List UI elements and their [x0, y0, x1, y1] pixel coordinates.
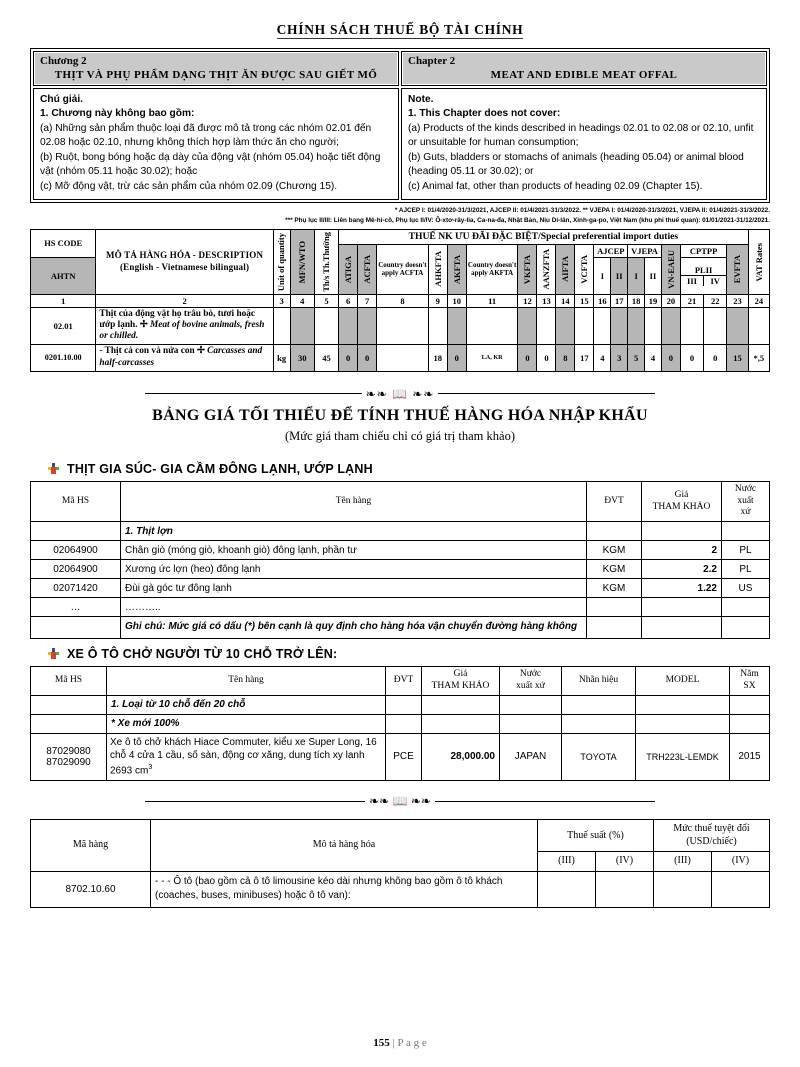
tariff-col-abs-l2: (USD/chiếc): [686, 835, 737, 847]
footnote-1: * AJCEP I: 01/4/2020-31/3/2021, AJCEP II: 01/4/2021-31/3/2022. ** VJEPA I: 01/4/2020-31/3/2021, VJEPA II: 01/4/2021-31/3/2022.: [394, 207, 770, 215]
meat-col-origin-l1: Nước: [734, 483, 757, 494]
hs-sub-plii-iv: IV: [710, 276, 720, 287]
pinwheel-bullet-icon: [48, 648, 59, 659]
meat-r1-price: 2: [642, 541, 722, 560]
car-group-unit: [386, 695, 422, 714]
meat-r3-code: 02071420: [31, 579, 121, 598]
meat-ellipsis-origin: [722, 598, 770, 617]
meat-r3-unit: KGM: [587, 579, 642, 598]
tariff-row-v1: [538, 871, 596, 907]
chapter-number-vi: Chương 2: [40, 55, 87, 67]
hs-row1-v5: [377, 307, 429, 344]
hs-col-vat: VAT Rates: [748, 229, 769, 294]
note-item-en-c: (c) Animal fat, other than products of heading 02.09 (Chapter 15).: [408, 180, 703, 192]
car-group-label: 1. Loại từ 10 chỗ đến 20 chỗ: [107, 695, 386, 714]
footer-page-number: 155: [373, 1037, 390, 1049]
hs-num-23: 23: [727, 294, 748, 307]
meat-ellipsis-code: …: [31, 598, 121, 617]
tariff-row-v4: [712, 871, 770, 907]
meat-price-table: [30, 481, 770, 639]
hs-num-2: 2: [96, 294, 273, 307]
tariff-row-code: 8702.10.60: [31, 871, 151, 907]
chapter-note-vi-cell: [33, 88, 399, 200]
car-col-brand: Nhãn hiệu: [562, 666, 636, 695]
car-row-name-superscript: 3: [148, 764, 153, 772]
car-row-code-l1: 87029080: [46, 745, 91, 757]
table-row: [31, 579, 770, 598]
table-row: [31, 714, 770, 733]
hs-desc-line1: MÔ TẢ HÀNG HÓA - DESCRIPTION: [105, 250, 264, 261]
hs-row2-ajcep-ii: 3: [611, 344, 628, 371]
meat-table-header-row: [31, 481, 770, 522]
chapter-head-vi: [35, 53, 397, 84]
hs-row2-vcfta: 17: [575, 344, 594, 371]
hs-num-10: 10: [447, 294, 466, 307]
hs-col-evfta: EVFTA: [727, 244, 748, 294]
tariff-sub-rate-iii: (III): [538, 852, 596, 872]
car-col-code: Mã HS: [31, 666, 107, 695]
hs-num-16: 16: [594, 294, 611, 307]
tariff-col-rate: Thuế suất (%): [538, 820, 654, 852]
meat-group-price: [642, 522, 722, 541]
hs-row1-desc-en: Meat of bovine animals, fresh or chilled.: [99, 320, 265, 342]
hs-number-row: [31, 294, 770, 307]
table-row: [31, 307, 770, 344]
hs-num-4: 4: [290, 294, 314, 307]
note-item-vi-b: (b) Ruột, bong bóng hoặc dạ dày của động vật (nhóm 05.04) hoặc tiết động vật (nhóm 05.11 hoặc 30.02); hoặc: [40, 151, 381, 178]
hs-col-mfn: MFN/WTO: [290, 229, 314, 294]
hs-row2-ahkfta: 18: [428, 344, 447, 371]
chapter-note-vi: [35, 90, 397, 198]
hs-col-vcfta: VCFTA: [575, 244, 594, 294]
chapter-title-vi: THỊT VÀ PHỤ PHẨM DẠNG THỊT ĂN ĐƯỢC SAU GIẾT MỔ: [54, 69, 378, 81]
hs-col-vneaeu: VN-EAEU: [661, 244, 680, 294]
table-row: [31, 733, 770, 781]
table-row: [31, 871, 770, 907]
hs-sub-ajcep-i: I: [594, 257, 611, 294]
footnote-2: *** Phụ lục II/III: Liên bang Mê-hi-cô, Phụ lục II/IV: Ô-xtơ-rây-lia, Ca-na-đa, Nhật Bản, Niu Di-lân, Xinh-ga-po, Việt Nam (khu phi thuế quan): 01/01/2021-31/12/2021.: [285, 216, 770, 224]
meat-note-origin: [722, 617, 770, 639]
meat-r1-code: 02064900: [31, 541, 121, 560]
car-row-model: TRH223L-LEMDK: [636, 733, 730, 781]
hs-col-aifta: AIFTA: [556, 244, 575, 294]
meat-r3-price: 1.22: [642, 579, 722, 598]
section-heading-meat: [48, 462, 770, 476]
chapter-note-en-cell: [401, 88, 767, 200]
hs-col-hscode: HS CODE: [31, 229, 96, 257]
hs-row2-desc-vi: - Thịt cả con và nửa con: [99, 346, 195, 357]
note-label-vi: Chú giải.: [40, 94, 84, 105]
cross-ornament-icon: ✢: [197, 346, 205, 357]
hs-col-atiga: ATIGA: [339, 244, 358, 294]
footer-separator: |: [392, 1037, 395, 1049]
cross-ornament-icon: ✢: [139, 320, 148, 331]
table-row: [31, 560, 770, 579]
tariff-sub-abs-iii: (III): [654, 852, 712, 872]
hs-row1-desc: [96, 307, 273, 344]
hs-sub-vjepa-ii: II: [645, 257, 662, 294]
meat-note-unit: [587, 617, 642, 639]
hs-row1-v8: [466, 307, 518, 344]
footer-page-word: P a g e: [397, 1037, 427, 1049]
chapter-title-en: MEAT AND EDIBLE MEAT OFFAL: [490, 69, 678, 81]
note-item-vi-a: (a) Những sản phẩm thuộc loại đã được mô tả trong các nhóm 02.01 đến 02.08 hoặc 02.10, nhưng không thích hợp làm thức ăn cho người;: [40, 122, 372, 149]
hs-row1-v6: [428, 307, 447, 344]
hs-num-7: 7: [358, 294, 377, 307]
meat-col-unit: ĐVT: [587, 481, 642, 522]
meat-col-origin-l3: xứ: [740, 507, 751, 518]
hs-row1-v14: [611, 307, 628, 344]
car-row-code: [31, 733, 107, 781]
hs-row1-code: 02.01: [31, 307, 96, 344]
hs-col-vkfta: VKFTA: [518, 244, 537, 294]
hs-row2-vkfta: 0: [518, 344, 537, 371]
chapter-head-en: [403, 53, 765, 84]
hs-col-plii: [680, 257, 726, 294]
meat-ellipsis-unit: [587, 598, 642, 617]
section-car-label: XE Ô TÔ CHỞ NGƯỜI TỪ 10 CHỖ TRỞ LÊN:: [67, 646, 338, 661]
footnotes: [30, 203, 770, 225]
hs-num-20: 20: [661, 294, 680, 307]
car-group-year: [730, 695, 770, 714]
ornament-divider-2: [145, 795, 655, 807]
hs-row1-v0: [273, 307, 290, 344]
tariff-col-abs: [654, 820, 770, 852]
hs-num-8: 8: [377, 294, 429, 307]
car-subgroup-model: [636, 714, 730, 733]
hs-row1-v16: [645, 307, 662, 344]
car-col-price-l2: THAM KHẢO: [431, 680, 490, 691]
car-group-model: [636, 695, 730, 714]
tariff-header-row-1: [31, 820, 770, 852]
car-col-year-l1: Năm: [740, 668, 759, 679]
hs-col-ahtn: AHTN: [31, 257, 96, 294]
hs-row1-v1: [290, 307, 314, 344]
chapter-head-vi-cell: [33, 51, 399, 86]
tariff-row-desc: - - - Ô tô (bao gồm cả ô tô limousine kéo dài nhưng không bao gồm ô tô khách (coaches, buses, minibuses) hoặc ô tô van):: [151, 871, 538, 907]
hs-row2-vjepa-ii: 4: [645, 344, 662, 371]
car-col-origin: [500, 666, 562, 695]
hs-col-no-acfta: Country doesn't apply ACFTA: [377, 244, 429, 294]
hs-col-cptpp: CPTPP: [680, 244, 726, 257]
car-col-year: [730, 666, 770, 695]
car-col-price-l1: Giá: [453, 668, 468, 679]
car-table-header-row: [31, 666, 770, 695]
meat-group-origin: [722, 522, 770, 541]
meat-r2-unit: KGM: [587, 560, 642, 579]
meat-r2-code: 02064900: [31, 560, 121, 579]
meat-group-code: [31, 522, 121, 541]
pinwheel-bullet-icon: [48, 463, 59, 474]
hs-num-18: 18: [628, 294, 645, 307]
hs-row2-evfta: 15: [727, 344, 748, 371]
hs-col-ajcep: AJCEP: [594, 244, 628, 257]
chapter-note-en: [403, 90, 765, 198]
hs-special-banner: THUẾ NK ƯU ĐÃI ĐẶC BIỆT/Special preferential import duties: [339, 229, 749, 244]
hs-num-13: 13: [537, 294, 556, 307]
hs-col-ths: Th/s Th.Thường: [314, 229, 338, 294]
note-item-en-b: (b) Guts, bladders or stomachs of animals (heading 05.04) or animal blood (heading 05.11 or 30.02); or: [408, 151, 744, 178]
meat-r1-unit: KGM: [587, 541, 642, 560]
hs-row2-atiga: 0: [339, 344, 358, 371]
car-group-price: [422, 695, 500, 714]
meat-col-name: Tên hàng: [121, 481, 587, 522]
hs-col-acfta: ACFTA: [358, 244, 377, 294]
meat-r3-name: Đùi gà góc tư đông lạnh: [121, 579, 587, 598]
hs-num-6: 6: [339, 294, 358, 307]
hs-row1-v12: [575, 307, 594, 344]
hs-row1-v17: [661, 307, 680, 344]
tariff-table: [30, 819, 770, 908]
page-title: BẢNG GIÁ TỐI THIỂU ĐỂ TÍNH THUẾ HÀNG HÓA NHẬP KHẨU: [152, 406, 648, 424]
tariff-sub-abs-iv: (IV): [712, 852, 770, 872]
meat-note-code: [31, 617, 121, 639]
note-intro-en: 1. This Chapter does not cover:: [408, 108, 561, 120]
hs-row2-unit: kg: [273, 344, 290, 371]
hs-row1-v9: [518, 307, 537, 344]
car-col-year-l2: SX: [743, 680, 756, 691]
tariff-row-v3: [654, 871, 712, 907]
hs-row2-vat: *,5: [748, 344, 769, 371]
hs-row1-v11: [556, 307, 575, 344]
hs-num-21: 21: [680, 294, 703, 307]
section-meat-label: THỊT GIA SÚC- GIA CẦM ĐÔNG LẠNH, ƯỚP LẠNH: [67, 461, 373, 476]
hs-row2-noacfta: [377, 344, 429, 371]
hs-col-ahkfta: AHKFTA: [428, 244, 447, 294]
hs-code-table: [30, 229, 770, 372]
hs-row1-v4: [358, 307, 377, 344]
hs-row2-ajcep-i: 4: [594, 344, 611, 371]
car-subgroup-origin: [500, 714, 562, 733]
book-ornament-icon: ❧❧ 📖 ❧❧: [369, 794, 431, 809]
meat-col-origin-l2: xuất: [737, 495, 754, 506]
hs-col-akfta: AKFTA: [447, 244, 466, 294]
meat-note-text: Ghi chú: Mức giá có dấu (*) bên cạnh là quy định cho hàng hóa vận chuyển đường hàng không: [121, 617, 587, 639]
table-row: [31, 541, 770, 560]
note-item-vi-c: (c) Mỡ động vật, trừ các sản phẩm của nhóm 02.09 (Chương 15).: [40, 180, 338, 192]
hs-row2-noakfta: LA, KR: [466, 344, 518, 371]
hs-num-14: 14: [556, 294, 575, 307]
hs-col-unit: Unit of quantity: [273, 229, 290, 294]
note-label-en: Note.: [408, 94, 434, 105]
car-subgroup-code: [31, 714, 107, 733]
hs-row2-mfn: 30: [290, 344, 314, 371]
meat-r2-origin: PL: [722, 560, 770, 579]
car-col-name: Tên hàng: [107, 666, 386, 695]
ornament-divider: [145, 388, 655, 400]
car-subgroup-label: * Xe mới 100%: [107, 714, 386, 733]
meat-group-unit: [587, 522, 642, 541]
hs-row2-desc-en: Carcasses and half-carcasses: [99, 346, 263, 368]
hs-row1-v18: [680, 307, 703, 344]
car-col-origin-l1: Nước: [519, 668, 542, 679]
hs-num-12: 12: [518, 294, 537, 307]
table-row: [31, 522, 770, 541]
hs-row1-v10: [537, 307, 556, 344]
hs-row2-aifta: 8: [556, 344, 575, 371]
divider-line-right: [438, 393, 655, 394]
car-row-price: 28,000.00: [422, 733, 500, 781]
table-row: [31, 695, 770, 714]
hs-row1-desc-vi: Thịt của động vật họ trâu bò, tươi hoặc ướp lạnh.: [99, 308, 256, 331]
car-col-price: [422, 666, 500, 695]
hs-row2-vjepa-i: 5: [628, 344, 645, 371]
hs-row1-v7: [447, 307, 466, 344]
meat-col-origin: [722, 481, 770, 522]
note-item-en-a: (a) Products of the kinds described in headings 02.01 to 02.08 or 02.10, unfit or unsuitable for human consumption;: [408, 122, 754, 149]
hs-col-aanzfta: AANZFTA: [537, 244, 556, 294]
hs-sub-vjepa-i: I: [628, 257, 645, 294]
car-col-unit: ĐVT: [386, 666, 422, 695]
hs-row2-akfta: 0: [447, 344, 466, 371]
tariff-col-code: Mã hàng: [31, 820, 151, 872]
hs-row2-plii-iii: 0: [680, 344, 703, 371]
car-group-brand: [562, 695, 636, 714]
meat-col-price-l2: THAM KHẢO: [652, 501, 711, 512]
page-footer: [0, 1037, 800, 1049]
hs-num-1: 1: [31, 294, 96, 307]
hs-num-19: 19: [645, 294, 662, 307]
car-subgroup-brand: [562, 714, 636, 733]
hs-sub-plii-iii: III: [681, 276, 704, 286]
hs-row1-v2: [314, 307, 338, 344]
hs-col-description: [96, 229, 273, 294]
hs-row1-v3: [339, 307, 358, 344]
car-group-origin: [500, 695, 562, 714]
car-subgroup-year: [730, 714, 770, 733]
hs-num-15: 15: [575, 294, 594, 307]
hs-num-3: 3: [273, 294, 290, 307]
meat-note-price: [642, 617, 722, 639]
table-row: [31, 598, 770, 617]
meat-col-code: Mã HS: [31, 481, 121, 522]
car-row-name: Xe ô tô chở khách Hiace Commuter, kiểu xe Super Long, 16 chỗ 4 cửa 1 cầu, số sàn, động cơ xăng, dung tích xy lanh 2693 $cm^3$: [107, 733, 386, 781]
meat-r2-name: Xương ức lợn (heo) đông lạnh: [121, 560, 587, 579]
hs-row2-desc: [96, 344, 273, 371]
hs-num-5: 5: [314, 294, 338, 307]
book-ornament-icon: ❧❧ 📖 ❧❧: [365, 386, 435, 401]
hs-row2-vneaeu: 0: [661, 344, 680, 371]
car-group-code: [31, 695, 107, 714]
car-col-model: MODEL: [636, 666, 730, 695]
hs-col-no-akfta: Country doesn't apply AKFTA: [466, 244, 518, 294]
hs-num-24: 24: [748, 294, 769, 307]
meat-ellipsis-price: [642, 598, 722, 617]
car-row-year: 2015: [730, 733, 770, 781]
running-head-text: CHÍNH SÁCH THUẾ BỘ TÀI CHÍNH: [276, 22, 524, 37]
hs-sub-ajcep-ii: II: [611, 257, 628, 294]
hs-num-9: 9: [428, 294, 447, 307]
car-subgroup-unit: [386, 714, 422, 733]
hs-plii-label: PLII: [681, 265, 726, 276]
car-subgroup-price: [422, 714, 500, 733]
divider-line-left: [145, 393, 362, 394]
hs-num-11: 11: [466, 294, 518, 307]
hs-row1-v19: [704, 307, 727, 344]
car-row-code-l2: 87029090: [46, 756, 91, 768]
table-row: [31, 617, 770, 639]
hs-row1-v20: [727, 307, 748, 344]
meat-r1-origin: PL: [722, 541, 770, 560]
car-row-origin: JAPAN: [500, 733, 562, 781]
hs-row2-plii-iv: 0: [704, 344, 727, 371]
hs-header-row-1: [31, 229, 770, 244]
hs-row1-v13: [594, 307, 611, 344]
hs-row1-v21: [748, 307, 769, 344]
tariff-col-abs-l1: Mức thuế tuyệt đối: [673, 823, 750, 835]
divider2-line-left: [145, 801, 365, 802]
hs-row2-aanzfta: 0: [537, 344, 556, 371]
meat-r3-origin: US: [722, 579, 770, 598]
hs-row2-code: 0201.10.00: [31, 344, 96, 371]
section-heading-car: [48, 647, 770, 661]
chapter-notes-box: [30, 48, 770, 203]
hs-row2-acfta: 0: [358, 344, 377, 371]
chapter-head-en-cell: [401, 51, 767, 86]
running-head: [30, 0, 770, 48]
hs-col-vjepa: VJEPA: [628, 244, 662, 257]
car-row-brand: TOYOTA: [562, 733, 636, 781]
tariff-sub-rate-iv: (IV): [596, 852, 654, 872]
page-subtitle: (Mức giá tham chiếu chỉ có giá trị tham khảo): [285, 428, 515, 443]
hs-desc-line2: (English - Vietnamese bilingual): [119, 261, 250, 272]
meat-col-price-l1: Giá: [674, 489, 689, 500]
tariff-col-desc: Mô tả hàng hóa: [151, 820, 538, 872]
divider2-line-right: [435, 801, 655, 802]
car-col-origin-l2: xuất xứ: [516, 680, 545, 691]
chapter-number-en: Chapter 2: [408, 55, 456, 67]
note-intro-vi: 1. Chương này không bao gồm:: [40, 108, 195, 120]
car-row-unit: PCE: [386, 733, 422, 781]
table-row: [31, 344, 770, 371]
hs-row2-ths: 45: [314, 344, 338, 371]
hs-num-17: 17: [611, 294, 628, 307]
car-price-table: [30, 666, 770, 781]
meat-col-price: [642, 481, 722, 522]
meat-ellipsis-name: ………..: [121, 598, 587, 617]
hs-num-22: 22: [704, 294, 727, 307]
meat-group-label: 1. Thịt lợn: [121, 522, 587, 541]
tariff-row-v2: [596, 871, 654, 907]
meat-r2-price: 2.2: [642, 560, 722, 579]
hs-row1-v15: [628, 307, 645, 344]
meat-r1-name: Chân giò (móng giò, khoanh giò) đông lạnh, phần tư: [121, 541, 587, 560]
